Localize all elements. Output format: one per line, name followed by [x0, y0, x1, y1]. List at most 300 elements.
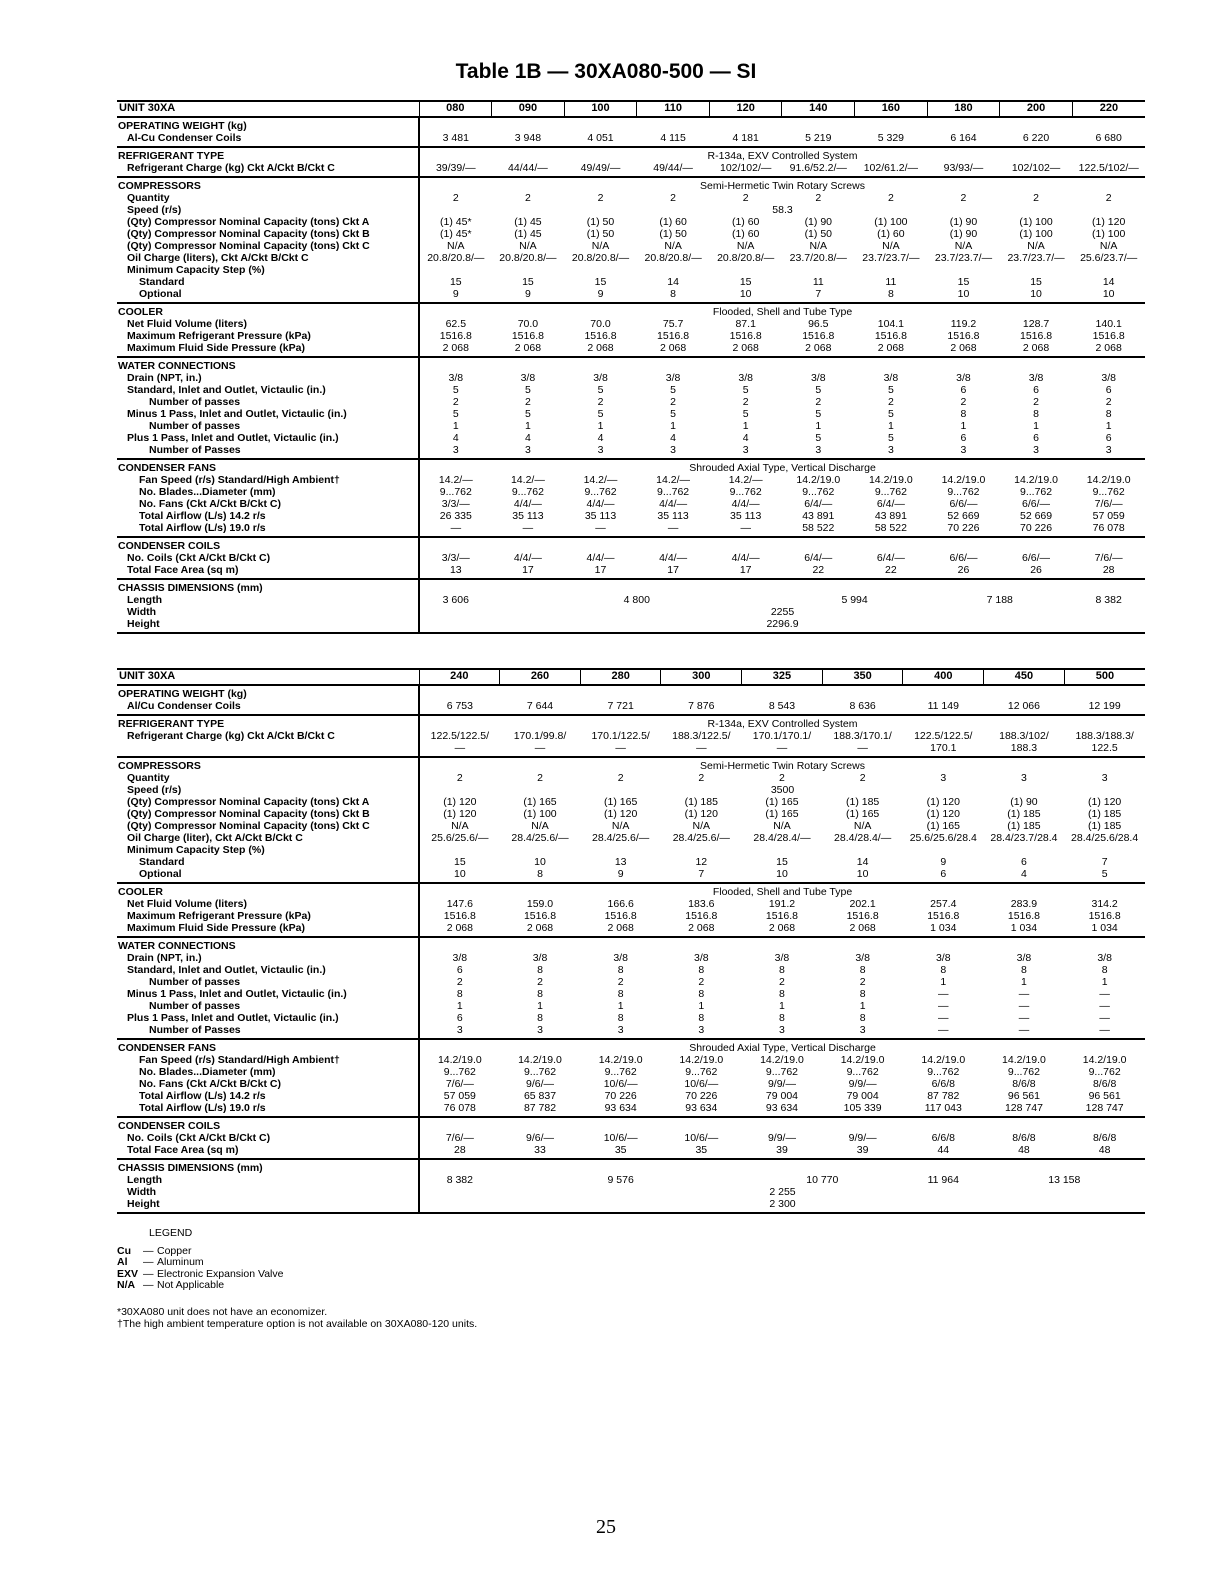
cell-value: 6/6/— [1022, 552, 1051, 564]
cell-value: 3 [524, 444, 531, 456]
cell-value: 13 [449, 564, 462, 576]
footnote: †The high ambient temperature option is not available on 30XA080-120 units. [117, 1317, 478, 1330]
model-header: 500 [1064, 669, 1145, 685]
cell-value: 9...762 [657, 486, 690, 498]
row-label: Height [117, 1198, 419, 1213]
cell-value: 14.2/— [728, 474, 763, 486]
table-row [117, 796, 1145, 808]
table-row [117, 444, 1145, 459]
cell-value: 1 [1033, 420, 1039, 432]
cell-value: 147.6 [446, 898, 473, 910]
model-header: 260 [500, 669, 581, 685]
cell-value: 104.1 [877, 318, 905, 330]
cell-value: 3/8 [452, 952, 468, 964]
cell-value: 3/8 [1097, 952, 1112, 964]
cell-value: 1516.8 [927, 910, 960, 922]
cell-value: 8 [698, 964, 705, 976]
cell-value: 283.9 [1010, 898, 1038, 910]
cell-value: — [534, 742, 546, 754]
cell-value: 52 669 [947, 510, 980, 522]
table-row [117, 964, 1145, 976]
cell-value: 96 561 [1088, 1090, 1121, 1102]
cell-value: 4/4/— [731, 552, 760, 564]
cell-value: (1) 100 [1019, 216, 1053, 228]
section-span-value [419, 117, 1145, 132]
cell-value: 5 [887, 408, 894, 420]
table-row [117, 1054, 1145, 1066]
cell-value: 9...762 [443, 1066, 476, 1078]
cell-value: 5 [742, 408, 749, 420]
cell-value: 2 [597, 192, 604, 204]
cell-value: 8 636 [849, 700, 876, 712]
cell-value: 170.1/122.5/ [591, 730, 650, 742]
cell-value: 6/4/— [804, 498, 833, 510]
row-span-value: 58.3 [772, 204, 793, 216]
cell-value: (1) 45* [440, 228, 472, 240]
cell-value: N/A [1027, 240, 1045, 252]
cell-value: 49/49/— [580, 162, 621, 174]
cell-value: 3 [742, 444, 749, 456]
cell-value: 2 068 [768, 922, 796, 934]
row-label: Minus 1 Pass, Inlet and Outlet, Victaulic (in.) [117, 408, 419, 420]
cell-value: 6/6/8 [931, 1078, 955, 1090]
table-row [117, 952, 1145, 964]
row-label: Total Face Area (sq m) [117, 564, 419, 579]
spec-section [117, 1117, 1145, 1159]
cell-value: 6 [960, 432, 967, 444]
cell-value: 23.7/20.8/— [789, 252, 847, 264]
cell-value: 9 [597, 288, 604, 300]
row-label: (Qty) Compressor Nominal Capacity (tons) Ckt A [117, 216, 419, 228]
section-heading: COOLER [117, 303, 419, 318]
cell-value: 170.1/170.1/ [752, 730, 812, 742]
cell-value: 23.7/23.7/— [1007, 252, 1065, 264]
cell-value: 5 [887, 432, 894, 444]
section-heading-row [117, 459, 1145, 474]
cell-value: 2 068 [849, 922, 876, 934]
cell-value: 8 [887, 288, 894, 300]
row-label: Quantity [117, 772, 419, 784]
spec-section [117, 459, 1145, 537]
row-label: Standard [117, 276, 419, 288]
table-row [117, 594, 1145, 606]
footnotes [117, 1307, 477, 1330]
cell-value: 62.5 [445, 318, 467, 330]
cell-value: 8 [1105, 408, 1112, 420]
cell-value: 2 [779, 976, 785, 988]
model-header: 350 [822, 669, 903, 685]
cell-value: 9/9/— [848, 1132, 877, 1144]
cell-value: 9 [940, 856, 947, 868]
cell-value: 10 [856, 868, 869, 880]
cell-value: 2 068 [659, 342, 687, 354]
table-row [117, 1144, 1145, 1159]
cell-value: 25.6/23.7/— [1080, 252, 1138, 264]
cell-value: 2 [537, 976, 543, 988]
cell-value: 1 034 [1010, 922, 1038, 934]
cell-value: 1 [742, 420, 749, 432]
spec-section [117, 1039, 1145, 1117]
cell-value: 2 068 [587, 342, 614, 354]
cell-value: 39/39/— [435, 162, 476, 174]
cell-value: 35 113 [584, 510, 617, 522]
cell-value: 2 [859, 976, 866, 988]
section-span-value [419, 937, 1145, 952]
cell-value: 11 149 [927, 700, 959, 712]
cell-value: 8 [537, 988, 543, 1000]
cell-value: 14.2/— [656, 474, 691, 486]
cell-value: 3/8 [935, 952, 951, 964]
spec-section [117, 147, 1145, 177]
section-heading: COOLER [117, 883, 419, 898]
cell-value: 2 068 [805, 342, 832, 354]
spec-section [117, 357, 1145, 459]
row-label: Number of Passes [117, 1024, 419, 1039]
cell-value: 3/8 [855, 952, 870, 964]
cell-value: — [450, 522, 462, 534]
row-label: Maximum Fluid Side Pressure (kPa) [117, 342, 419, 357]
cell-value: 8/6/8 [1092, 1132, 1117, 1144]
cell-value: 140.1 [1095, 318, 1122, 330]
cell-value: 5 [815, 432, 822, 444]
cell-value: 3 [960, 444, 967, 456]
cell-value: 6 [1105, 432, 1112, 444]
cell-value: 13 [614, 856, 627, 868]
cell-value: 9...762 [846, 1066, 879, 1078]
cell-value: 14.2/— [510, 474, 545, 486]
cell-value: 2 [456, 772, 463, 784]
table-row [117, 564, 1145, 579]
cell-value: 35 113 [512, 510, 544, 522]
cell-value: 14 [856, 856, 869, 868]
cell-value: 9 [617, 868, 624, 880]
cell-value: 2 [1033, 192, 1039, 204]
cell-value: 15 [957, 276, 970, 288]
cell-value: 170.1/99.8/ [513, 730, 567, 742]
cell-value: 6 164 [950, 132, 977, 144]
cell-value: 3 [617, 1024, 624, 1036]
cell-value: 10/6/— [603, 1132, 638, 1144]
cell-value: 93 634 [765, 1102, 799, 1114]
row-label [117, 742, 419, 757]
table-row [117, 396, 1145, 408]
table-row [117, 342, 1145, 357]
cell-value: 2 068 [950, 342, 977, 354]
cell-value: 3/8 [738, 372, 753, 384]
cell-value: 28 [1102, 564, 1115, 576]
cell-value: — [1018, 988, 1030, 1000]
cell-value: 87.1 [735, 318, 756, 330]
row-label: Fan Speed (r/s) Standard/High Ambient† [117, 1054, 419, 1066]
cell-value: 22 [812, 564, 825, 576]
cell-value: 14.2/19.0 [796, 474, 841, 486]
cell-value: 6 [456, 964, 463, 976]
row-span-value: 3500 [770, 784, 795, 796]
cell-value: 10 [739, 288, 752, 300]
cell-value: 4 [452, 432, 459, 444]
table-row [117, 252, 1145, 264]
row-label: Minimum Capacity Step (%) [117, 264, 419, 276]
table-row [117, 552, 1145, 564]
section-heading: CHASSIS DIMENSIONS (mm) [117, 579, 419, 594]
row-label: No. Blades...Diameter (mm) [117, 1066, 419, 1078]
cell-value: 28.4/23.7/28.4 [990, 832, 1058, 844]
cell-value: 70.0 [590, 318, 611, 330]
cell-value: 2 [859, 772, 866, 784]
cell-value: 2 068 [877, 342, 905, 354]
cell-value: 3/8 [1028, 372, 1044, 384]
row-label: Standard, Inlet and Outlet, Victaulic (in.) [117, 964, 419, 976]
cell-value: 65 837 [523, 1090, 557, 1102]
row-label: Number of passes [117, 420, 419, 432]
cell-value: 17 [594, 564, 607, 576]
cell-value: 5 [524, 408, 531, 420]
cell-value: 6 [1105, 384, 1112, 396]
cell-value: — [938, 1012, 949, 1024]
cell-value: 1516.8 [1088, 910, 1121, 922]
cell-value: 3/8 [613, 952, 628, 964]
cell-value: 3 [1021, 772, 1027, 784]
cell-value: 9...762 [927, 1066, 960, 1078]
cell-value: 8 543 [768, 700, 796, 712]
cell-value: — [1099, 1024, 1110, 1036]
cell-value: 48 [1098, 1144, 1111, 1156]
cell-value: 3 948 [514, 132, 542, 144]
section-heading: COMPRESSORS [117, 177, 419, 192]
page-title: Table 1B — 30XA080-500 — SI [455, 60, 757, 83]
cell-value: 9/9/— [848, 1078, 877, 1090]
table-row [117, 1012, 1145, 1024]
cell-value: 314.2 [1091, 898, 1118, 910]
cell-value: 28.4/25.6/— [511, 832, 569, 844]
cell-value: 28.4/25.6/— [592, 832, 650, 844]
row-label: Net Fluid Volume (liters) [117, 318, 419, 330]
section-span-value: Semi-Hermetic Twin Rotary Screws [700, 760, 865, 772]
cell-value: 3 [698, 1024, 705, 1036]
cell-value: 4/4/— [586, 552, 615, 564]
cell-value: 1516.8 [765, 910, 799, 922]
cell-value: 70 226 [604, 1090, 637, 1102]
section-heading: WATER CONNECTIONS [117, 937, 419, 952]
cell-value: 2 [452, 192, 459, 204]
cell-value: (1) 120 [443, 796, 477, 808]
row-label: Minimum Capacity Step (%) [117, 844, 419, 856]
cell-value: 10 [454, 868, 466, 880]
legend-dash: — [143, 1267, 154, 1280]
cell-value: 3 [456, 1024, 463, 1036]
cell-value: 4 181 [732, 132, 759, 144]
cell-value: 4 [597, 432, 604, 444]
cell-value: 8/6/8 [1092, 1078, 1117, 1090]
cell-value: 8 [1033, 408, 1039, 420]
legend [117, 1228, 283, 1292]
table-row [117, 618, 1145, 633]
cell-value: 188.3 [1010, 742, 1038, 754]
section-heading-row [117, 757, 1145, 772]
table-row [117, 922, 1145, 937]
cell-value: N/A [809, 240, 828, 252]
cell-value: 1516.8 [584, 330, 617, 342]
cell-value: 9...762 [1007, 1066, 1040, 1078]
cell-value: 4 051 [587, 132, 614, 144]
cell-value: 7/6/— [445, 1132, 474, 1144]
cell-value: 2 068 [732, 342, 759, 354]
cell-value: 6 [960, 384, 967, 396]
table-row [117, 820, 1145, 832]
cell-value: 1516.8 [947, 330, 980, 342]
cell-value: 20.8/20.8/— [644, 252, 702, 264]
section-heading: OPERATING WEIGHT (kg) [117, 685, 419, 700]
section-span-value [419, 579, 1145, 594]
section-heading-row [117, 883, 1145, 898]
cell-value: — [696, 742, 707, 754]
table-row [117, 498, 1145, 510]
row-span-value: 2255 [770, 606, 795, 618]
row-label: Al/Cu Condenser Coils [117, 700, 419, 715]
cell-value: 1516.8 [523, 910, 557, 922]
row-label: Speed (r/s) [117, 784, 419, 796]
cell-value: (1) 165 [523, 796, 557, 808]
row-label: No. Blades...Diameter (mm) [117, 486, 419, 498]
cell-value: 3/8 [883, 372, 899, 384]
section-heading-row [117, 579, 1145, 594]
cell-value: 4/4/— [659, 552, 688, 564]
cell-value: 3 [1101, 772, 1108, 784]
cell-value: 5 [597, 384, 604, 396]
table-row [117, 1066, 1145, 1078]
table-row [117, 832, 1145, 844]
cell-value: 20.8/20.8/— [499, 252, 557, 264]
table-row [117, 432, 1145, 444]
section-heading: COMPRESSORS [117, 757, 419, 772]
cell-value: 6/4/— [804, 552, 833, 564]
cell-value: (1) 100 [874, 216, 908, 228]
table-row [117, 988, 1145, 1000]
cell-value: — [1099, 1000, 1110, 1012]
cell-value: 2 [1105, 192, 1112, 204]
cell-value: 3/8 [1016, 952, 1032, 964]
table-row [117, 910, 1145, 922]
cell-value: 257.4 [930, 898, 957, 910]
cell-value: N/A [591, 240, 610, 252]
cell-value: — [595, 522, 606, 534]
cell-value: 14.2/19.0 [1002, 1054, 1046, 1066]
table-row [117, 730, 1145, 742]
cell-value: 1 [597, 420, 604, 432]
section-span-value [419, 357, 1145, 372]
cell-value: 5 [670, 408, 677, 420]
cell-value: 6 [1033, 384, 1039, 396]
cell-value: 44 [937, 1144, 950, 1156]
cell-value: 14 [1102, 276, 1115, 288]
cell-value: 14.2/— [583, 474, 618, 486]
table-row [117, 606, 1145, 618]
table-row [117, 408, 1145, 420]
cell-value: 202.1 [849, 898, 876, 910]
cell-value: 1 [537, 1000, 543, 1012]
cell-value: 26 [1030, 564, 1042, 576]
cell-value: 6/4/— [876, 552, 905, 564]
cell-value: 2 068 [442, 342, 469, 354]
cell-value: 128 747 [1004, 1102, 1043, 1114]
cell-value: — [1018, 1012, 1030, 1024]
table-row [117, 1000, 1145, 1012]
cell-value: — [1099, 1012, 1110, 1024]
cell-value: 2 [698, 772, 705, 784]
row-label: Maximum Refrigerant Pressure (kPa) [117, 910, 419, 922]
cell-value: 14.2/— [438, 474, 473, 486]
cell-value: 8 [537, 1012, 543, 1024]
cell-value: 3/8 [665, 372, 681, 384]
cell-value: 6/6/— [949, 552, 978, 564]
table-row [117, 868, 1145, 883]
cell-value: (1) 185 [1087, 820, 1122, 832]
table-row [117, 228, 1145, 240]
row-label: Length [117, 1174, 419, 1186]
table-row [117, 330, 1145, 342]
section-span-value: Flooded, Shell and Tube Type [712, 306, 853, 318]
cell-value: 96.5 [808, 318, 829, 330]
table-row [117, 772, 1145, 784]
row-label: Optional [117, 288, 419, 303]
cell-value: 2 [960, 192, 967, 204]
row-label: Width [117, 606, 419, 618]
spec-section [117, 579, 1145, 633]
cell-value: 1516.8 [1007, 910, 1040, 922]
table-row [117, 1024, 1145, 1039]
cell-value: 7/6/— [1094, 498, 1123, 510]
spec-section [117, 537, 1145, 579]
cell-value: (1) 60 [877, 228, 905, 240]
page-number: 25 [596, 1516, 616, 1538]
cell-value: 7 721 [607, 700, 634, 712]
cell-value: 5 [597, 408, 604, 420]
spec-section [117, 937, 1145, 1039]
cell-value: 102/102— [1011, 162, 1061, 174]
cell-value: 15 [454, 856, 466, 868]
cell-value: 10 [1102, 288, 1115, 300]
cell-value: 5 [815, 408, 822, 420]
cell-value: 14.2/19.0 [679, 1054, 724, 1066]
section-heading: CONDENSER FANS [117, 459, 419, 474]
cell-value: (1) 90 [1010, 796, 1038, 808]
cell-value: 14.2/19.0 [921, 1054, 966, 1066]
cell-value: (1) 120 [926, 796, 960, 808]
cell-value: 28.4/28.4/— [834, 832, 892, 844]
section-heading: CONDENSER FANS [117, 1039, 419, 1054]
table-row [117, 1078, 1145, 1090]
cell-value: 2 [815, 192, 822, 204]
cell-value: 2 [524, 192, 531, 204]
cell-value: (1) 45 [514, 228, 542, 240]
row-label: No. Coils (Ckt A/Ckt B/Ckt C) [117, 552, 419, 564]
cell-value: 15 [1030, 276, 1042, 288]
cell-value: 25.6/25.6/— [431, 832, 489, 844]
cell-value: 1516.8 [685, 910, 718, 922]
cell-value: 43 891 [874, 510, 907, 522]
cell-value: 28.4/28.4/— [753, 832, 811, 844]
cell-value: 14.2/19.0 [1082, 1054, 1127, 1066]
cell-value: 70.0 [517, 318, 539, 330]
cell-value: 2 068 [526, 922, 554, 934]
cell-value: 2 068 [446, 922, 473, 934]
cell-value: 188.3/122.5/ [672, 730, 731, 742]
cell-value: 2 [452, 396, 459, 408]
table-row [117, 784, 1145, 796]
row-label: (Qty) Compressor Nominal Capacity (tons) Ckt B [117, 808, 419, 820]
cell-value: 3/3/— [441, 552, 470, 564]
cell-value: 1 [779, 1000, 785, 1012]
